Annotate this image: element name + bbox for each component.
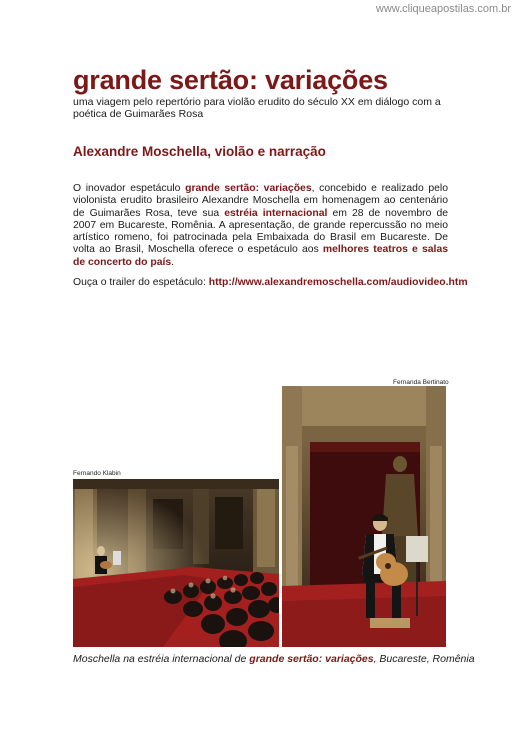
guitarist-photo: [282, 386, 446, 647]
paragraph-text: .: [171, 256, 175, 268]
caption-text: , Bucareste, Romênia: [373, 653, 475, 665]
caption-text: Moschella na estréia internacional de: [73, 653, 250, 665]
watermark: www.cliqueapostilas.com.br: [375, 3, 511, 15]
paragraph-text: , concebido e realizado pelo violonista erudito brasileiro Alexandre Moschella em homenagem ao centenário de Guimarães Rosa, teve sua: [73, 183, 449, 219]
highlight-show-title: grande sertão: variações: [185, 183, 312, 194]
description-paragraph: [73, 183, 448, 269]
concert-hall-photo: [73, 479, 279, 647]
highlight-venues: melhores teatros e salas de concerto do país: [73, 244, 448, 268]
trailer-link[interactable]: http://www.alexandremoschella.com/audiovideo.htm: [208, 277, 468, 288]
photo-credit-2: Fernanda Bertinato: [393, 379, 449, 386]
trailer-line: [73, 277, 468, 288]
subtitle: uma viagem pelo repertório para violão erudito do século XX em diálogo com a poética de Guimarães Rosa: [73, 96, 441, 120]
photo-caption: [73, 653, 475, 665]
trailer-label: Ouça o trailer do espetáculo:: [73, 277, 209, 288]
highlight-premiere: estréia internacional: [224, 207, 328, 219]
paragraph-text: em 28 de novembro de 2007 em Bucareste, Romênia. A apresentação, de grande repercussão no meio artístico romeno, foi patrocinada pela Embaixada do Brasil em Bucareste. De volta ao Brasil, Moschella oferece o espetáculo aos: [73, 207, 448, 256]
paragraph-text: O inovador espetáculo: [73, 183, 186, 194]
photo-credit-1: Fernando Klabin: [73, 470, 121, 477]
author-heading: Alexandre Moschella, violão e narração: [73, 144, 326, 159]
caption-highlight: grande sertão: variações: [249, 653, 374, 665]
page-title: grande sertão: variações: [73, 65, 388, 95]
